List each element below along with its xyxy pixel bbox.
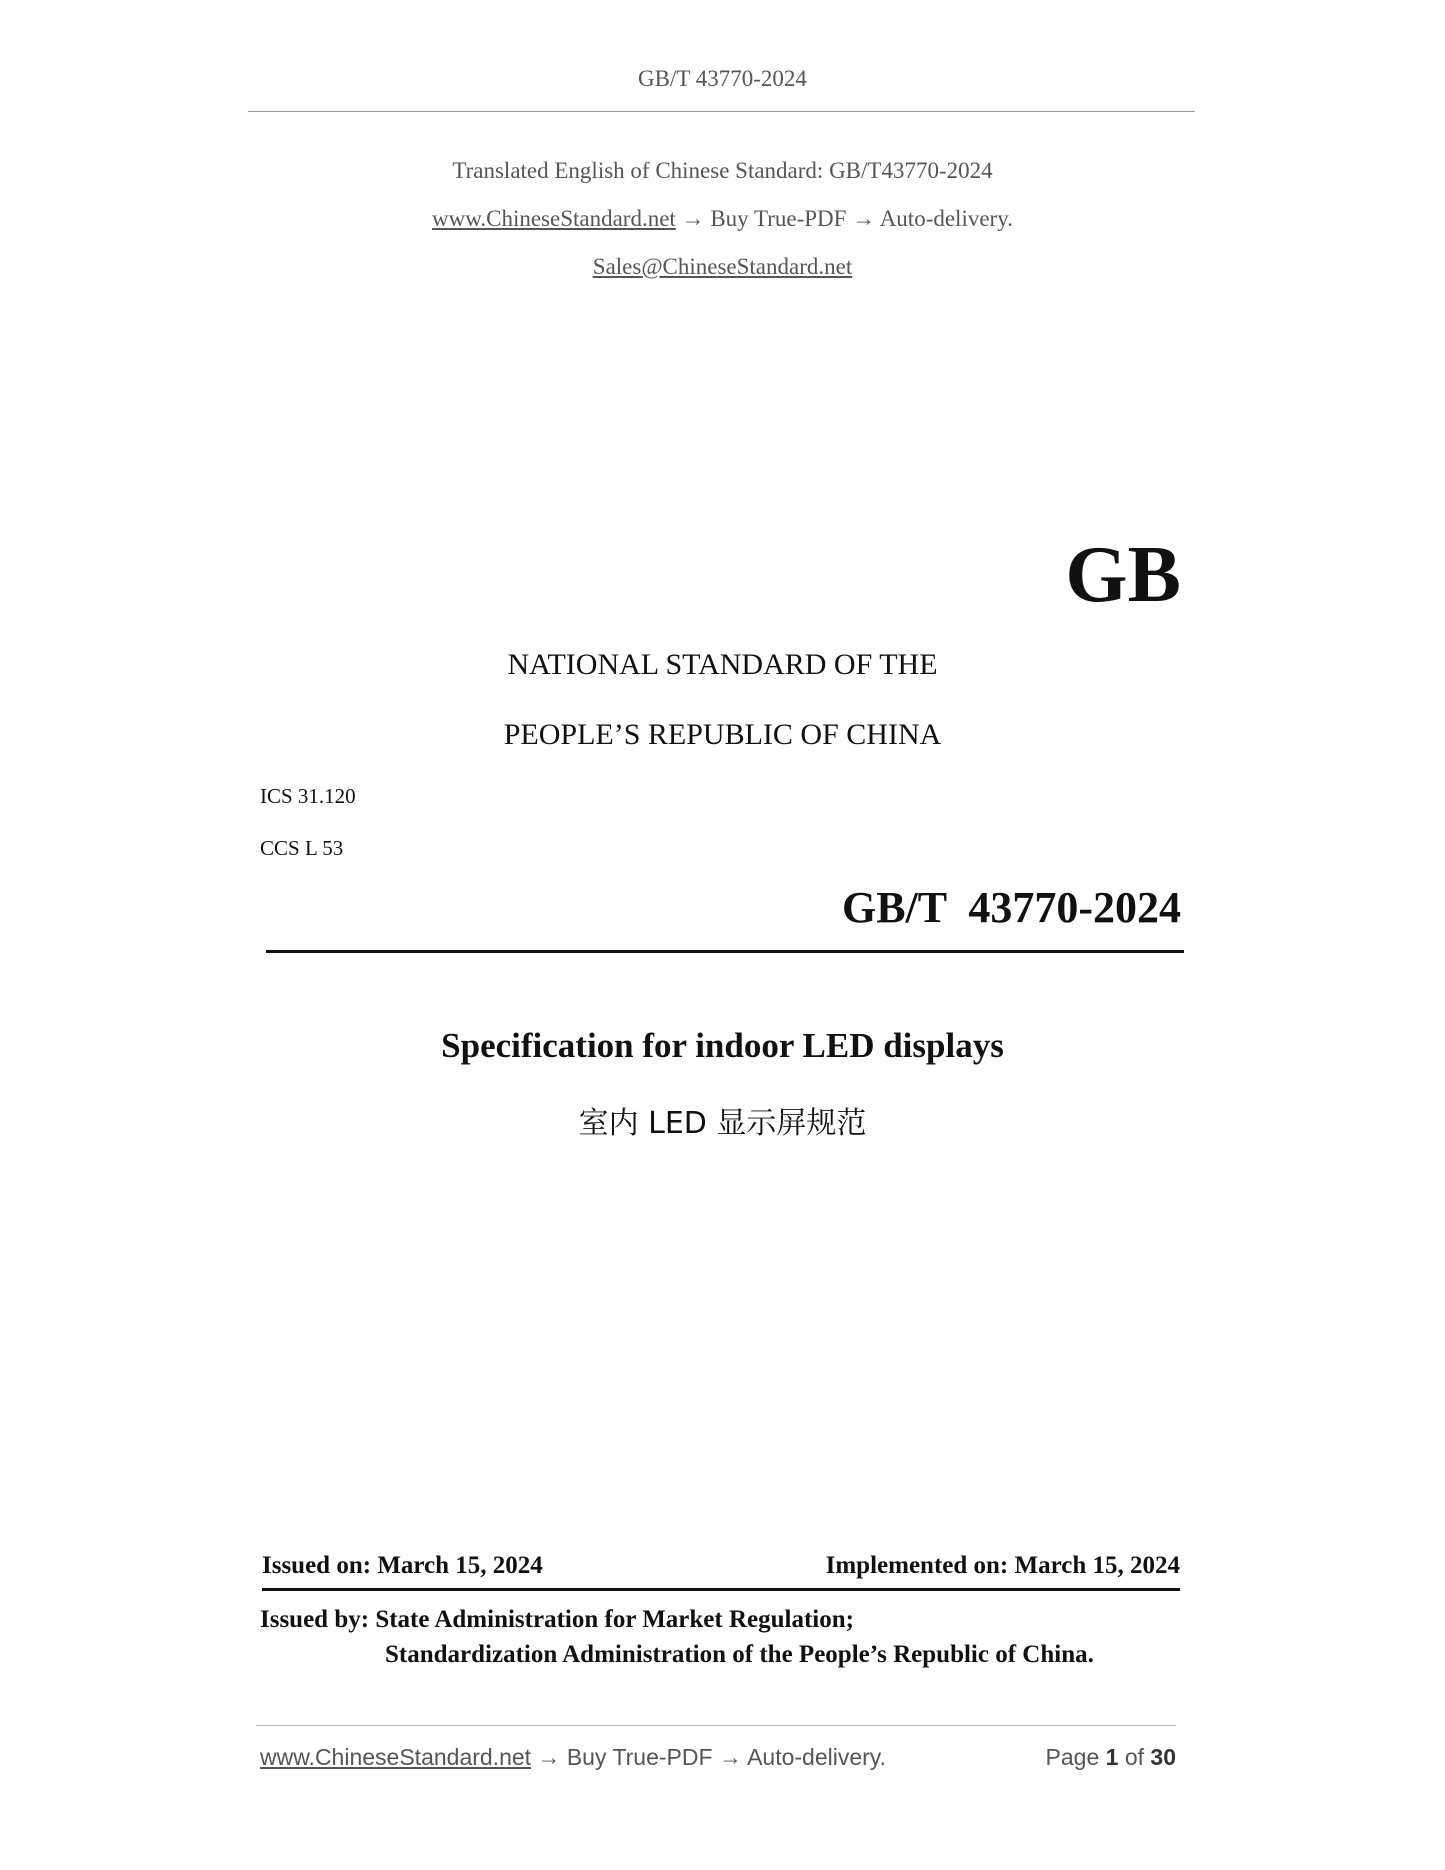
arrow-icon: → (681, 206, 705, 231)
ics-code: ICS 31.120 (260, 784, 356, 808)
buy-text: Buy True-PDF (710, 206, 847, 231)
page-total: 30 (1150, 1744, 1176, 1770)
page-current: 1 (1105, 1744, 1119, 1770)
sales-email-link[interactable]: Sales@ChineseStandard.net (592, 254, 853, 279)
page-of: of (1124, 1744, 1145, 1770)
footer-buy-text: Buy True-PDF (566, 1744, 713, 1770)
dates-divider (262, 1588, 1180, 1591)
national-standard-line2: PEOPLE’S REPUBLIC OF CHINA (503, 718, 942, 751)
page-label: Page (1045, 1744, 1100, 1770)
gb-mark: GB (1065, 531, 1181, 619)
site-link[interactable]: www.ChineseStandard.net (432, 206, 676, 231)
standard-number: GB/T 43770-2024 (841, 883, 1181, 932)
issuer-line1: Issued by: State Administration for Market Regulation; (260, 1606, 854, 1633)
ccs-code: CCS L 53 (260, 836, 344, 860)
issuer-block (260, 1602, 1094, 1672)
title-chinese: 室内 LED 显示屏规范 (578, 1106, 867, 1141)
issuer-line2: Standardization Administration of the People’s Republic of China. (385, 1641, 1094, 1668)
arrow-icon: → (718, 1744, 742, 1770)
arrow-icon: → (852, 206, 876, 231)
footer-purchase-line (260, 1744, 886, 1771)
purchase-line (0, 206, 1445, 232)
page-indicator (1046, 1744, 1176, 1771)
title-english: Specification for indoor LED displays (441, 1026, 1004, 1065)
email-line (0, 254, 1445, 280)
translation-notice: Translated English of Chinese Standard: GB/T43770-2024 (452, 158, 993, 183)
footer-site-link[interactable]: www.ChineseStandard.net (260, 1744, 532, 1770)
issued-date: Issued on: March 15, 2024 (262, 1552, 543, 1579)
running-header: GB/T 43770-2024 (638, 66, 807, 91)
header-divider (248, 111, 1195, 112)
arrow-icon: → (537, 1744, 561, 1770)
footer-divider (256, 1725, 1176, 1726)
implemented-date: Implemented on: March 15, 2024 (825, 1552, 1180, 1579)
auto-delivery-text: Auto-delivery. (879, 206, 1013, 231)
national-standard-line1: NATIONAL STANDARD OF THE (507, 648, 938, 681)
footer-auto-delivery-text: Auto-delivery. (747, 1744, 886, 1770)
title-divider (266, 950, 1184, 953)
